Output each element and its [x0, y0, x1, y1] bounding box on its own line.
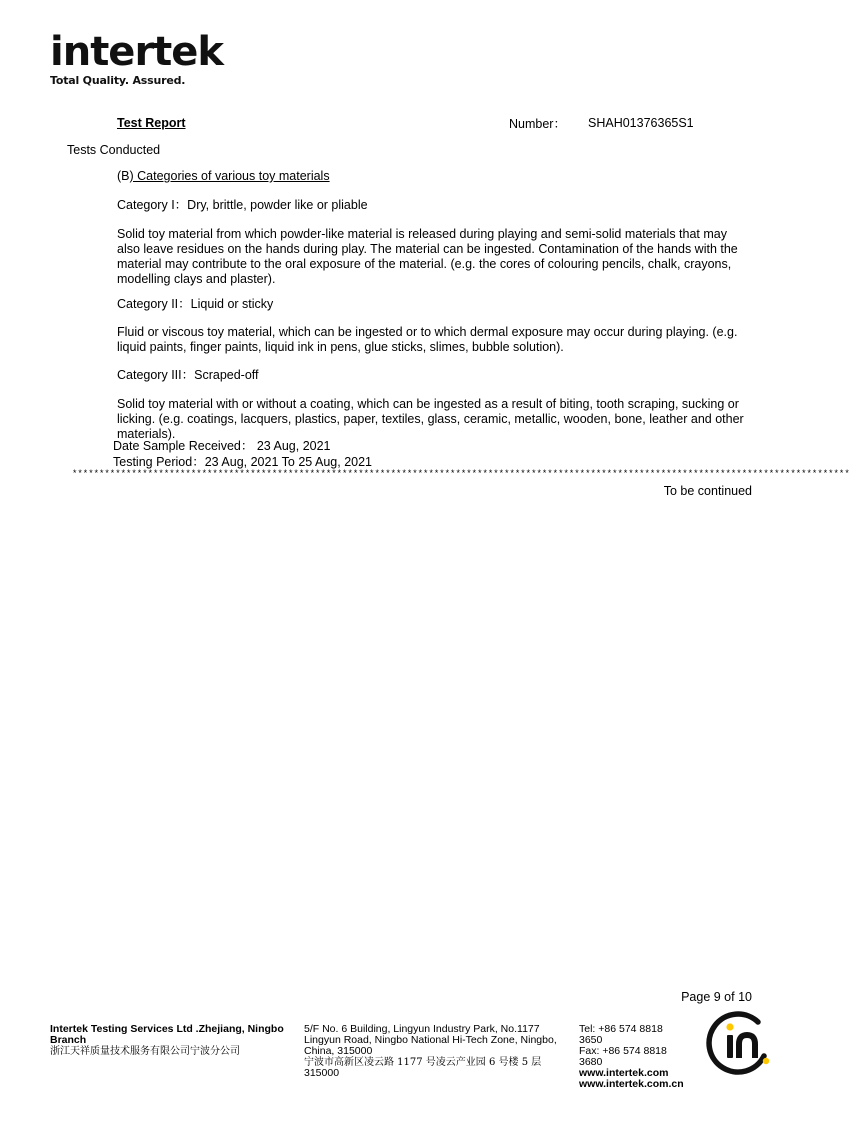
website-cn[interactable]: www.intertek.com.cn [579, 1078, 684, 1090]
company-branch: Branch [50, 1034, 87, 1046]
section-title: Tests Conducted [67, 143, 161, 157]
intertek-badge-icon [706, 1008, 774, 1076]
footer-address [304, 1024, 574, 1079]
date-sample-received: Date Sample Received： 23 Aug, 2021 [113, 439, 331, 453]
subtitle-prefix: (B [117, 169, 130, 183]
category-2-heading: Category II：Liquid or sticky [117, 297, 274, 311]
company-name-cn: 浙江天祥质量技术服务有限公司宁波分公司 [50, 1046, 240, 1057]
category-2-description: Fluid or viscous toy material, which can be ingested or to which dermal exposure may occur during playing. (e.g. liquid paints, finger paints, liquid ink in pens, glue sticks, slimes, bubble solution). [117, 325, 738, 354]
separator-line: ************************************************************************************************************************************************ [72, 469, 850, 479]
company-name: Intertek Testing Services Ltd .Zhejiang, Ningbo [50, 1023, 284, 1035]
category-1-heading: Category I：Dry, brittle, powder like or pliable [117, 198, 368, 212]
report-number: SHAH01376365S1 [588, 116, 694, 130]
number-label: Number： [509, 117, 566, 131]
to-be-continued: To be continued [663, 484, 752, 498]
address-cn-2: 315000 [304, 1067, 340, 1079]
footer-contact [579, 1024, 699, 1090]
logo-tagline: Total Quality. Assured. [50, 74, 186, 87]
footer-company [50, 1024, 300, 1057]
subtitle-text: ) Categories of various toy materials [129, 169, 330, 183]
address-cn-1: 宁波市高新区凌云路 1177 号凌云产业园 6 号楼 5 层 [304, 1057, 542, 1068]
categories-subtitle [117, 169, 330, 184]
tel-line-1: Tel: +86 574 8818 [579, 1023, 663, 1035]
testing-period: Testing Period：23 Aug, 2021 To 25 Aug, 2021 [113, 455, 372, 469]
website-com[interactable]: www.intertek.com [579, 1067, 669, 1079]
logo-wordmark: intertek [50, 29, 224, 75]
tel-line-2: 3650 [579, 1034, 603, 1046]
category-1-description: Solid toy material from which powder-like material is released during playing and semi-solid materials that may also leave residues on the hands during play. The material can be ingested. Contamination of the hands with the material may contribute to the oral exposure of the material. (e.g. the cores of colouring pencils, chalk, crayons, modelling clays and plaster). [117, 227, 738, 286]
address-line-3: China, 315000 [304, 1045, 373, 1057]
fax-line-1: Fax: +86 574 8818 [579, 1045, 667, 1057]
intertek-logo [50, 29, 224, 87]
report-title: Test Report [117, 116, 186, 130]
address-line-2: Lingyun Road, Ningbo National Hi-Tech Zone, Ningbo, [304, 1034, 557, 1046]
page-number: Page 9 of 10 [681, 990, 752, 1004]
address-line-1: 5/F No. 6 Building, Lingyun Industry Park, No.1177 [304, 1023, 540, 1035]
category-3-heading: Category III：Scraped-off [117, 368, 259, 382]
category-3-description: Solid toy material with or without a coating, which can be ingested as a result of biting, tooth scraping, sucking or licking. (e.g. coatings, lacquers, plastics, paper, textiles, glass, ceramic, metallic, wooden, bone, leather and other materials). [117, 397, 744, 441]
fax-line-2: 3680 [579, 1056, 603, 1068]
